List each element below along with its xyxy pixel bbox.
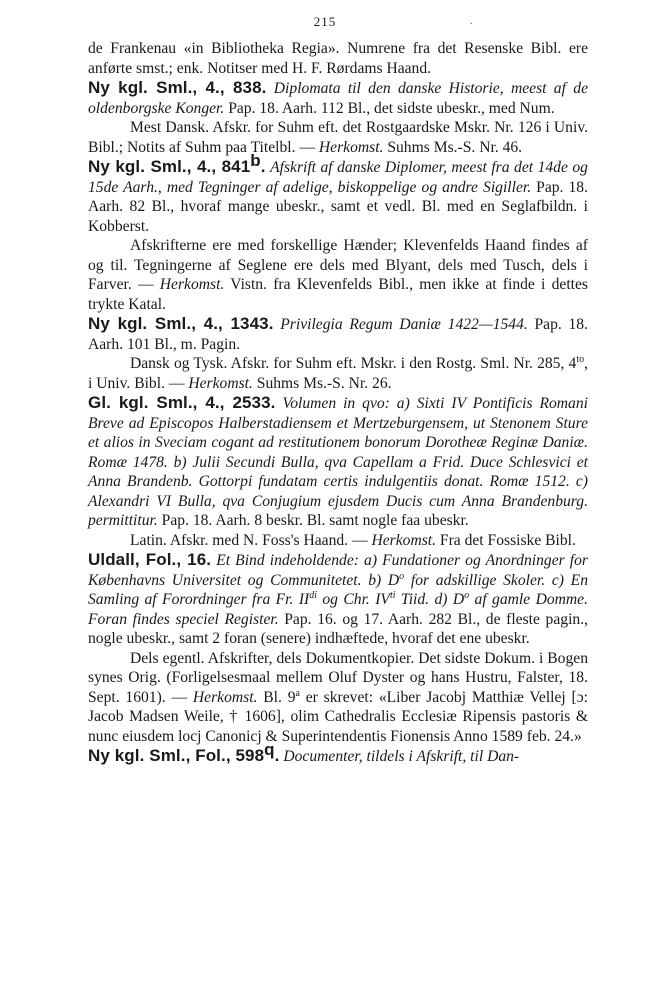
body-text: Fra det Fossiske Bibl. <box>436 531 576 549</box>
title-text: Et Bind indeholdende: a) Fundationer og Anordninger for Københavns Universitet og Communitetet. b) D <box>88 552 588 589</box>
shelfmark: Uldall, Fol., 16. <box>88 550 212 569</box>
body-text: Suhms Ms.-S. Nr. 26. <box>252 374 392 392</box>
body-text: de Frankenau «in Bibliotheka Regia». Numrene fra det Resenske Bibl. ere anførte smst.; enk. Notitser med H. F. Rørdams Haand. <box>88 40 588 77</box>
title-text: Afskrift af danske Diplomer, meest fra det 14de og 15de Aarh., med Tegninger af adelige, biskoppelige og andre Sigiller. <box>88 159 588 196</box>
entry-note <box>88 236 588 314</box>
shelfmark-suffix: q <box>264 739 275 759</box>
catalog-entry <box>88 314 588 354</box>
body-text: er skrevet: «Liber Jacobj Matthiæ Vellej [ɔ: Jacob Madsen Weile, † 1606], olim Cathedralis Ecclesiæ Ripensis pastoris & nunc eiusdem locj Canonicj & Superintendentis Fionensis Anno 1589 feb. 24.» <box>88 688 588 745</box>
title-text: Tiid. d) D <box>395 591 465 608</box>
margin-mark: . <box>470 16 473 27</box>
catalog-entry <box>88 150 589 236</box>
body-text: Dansk og Tysk. Afskr. for Suhm eft. Mskr. i den Rostg. Sml. Nr. 285, 4 <box>130 355 577 372</box>
continued-text <box>88 39 588 78</box>
entry-note <box>88 118 588 157</box>
body-text: Latin. Afskr. med N. Foss's Haand. — <box>130 531 372 549</box>
body-text: Dels egentl. Afskrifter, dels Dokumentkopier. Det sidste Dokum. i Bogen synes Orig. (Forligelsesmaal mellem Oluf Dyster og hans Hustru, Falster, 18. Sept. 1601). — <box>88 649 588 706</box>
title-text: Documenter, tildels i Afskrift, til Dan- <box>283 748 520 765</box>
shelfmark: . <box>274 746 280 765</box>
catalog-text <box>88 39 588 767</box>
title-text: Herkomst. <box>318 138 384 156</box>
shelfmark: Ny kgl. Sml., 4., 1343. <box>88 314 274 333</box>
title-text: Privilegia Regum Daniæ 1422—1544. <box>280 316 528 333</box>
page-number: 215 <box>313 14 337 29</box>
superscript: ti <box>389 589 396 601</box>
body-text: Bl. 9 <box>257 688 296 706</box>
superscript: o <box>399 570 405 582</box>
body-text: Pap. 18. Aarh. 101 Bl., m. Pagin. <box>88 316 589 353</box>
title-text: og Chr. IV <box>316 591 390 608</box>
superscript: o <box>464 589 470 601</box>
catalog-entry <box>88 550 588 649</box>
superscript: to <box>576 353 585 365</box>
shelfmark: Ny kgl. Sml., Fol., 598 <box>88 746 265 765</box>
body-text: Suhms Ms.-S. Nr. 46. <box>383 138 523 156</box>
shelfmark-suffix: b <box>250 150 261 170</box>
body-text: Afskrifterne ere med forskellige Hænder; Klevenfelds Haand findes af og til. Tegningerne af Seglene ere dels med Blyant, dels med Tusch, dels i Farver. — <box>88 237 588 293</box>
title-text: Volumen in qvo: a) Sixti IV Pontificis Romani Breve ad Episcopos Halberstadiensem et Mertzeburgensem, ut Stenonem Sture et alios in Sveciam cogant ad restitutionem bonorum Dorotheæ Reginæ Daniæ. Romæ 1478. b) Julii Secundi Bulla, qva Capellam a Frid. Duce Schlesvici et Anna Brandenb. Gottorpi fundatam certis indulgentiis donat. Romæ 1512. c) Alexandri VI Bulla, qva Conjugium ejusdem Ducis cum Anna Brandenburg. permittitur. <box>88 395 588 529</box>
body-text: Mest Dansk. Afskr. for Suhm eft. det Rostgaardske Mskr. Nr. 126 i Univ. Bibl.; Notits af Suhm paa Titelbl. — <box>88 119 588 156</box>
body-text: Pap. 16. og 17. Aarh. 282 Bl., de fleste pagin., nogle ubeskr., samt 2 foran (senere) indhæftede, hvoraf det ene ubeskr. <box>88 610 588 647</box>
title-text: Herkomst. <box>371 531 436 549</box>
title-text: Herkomst. <box>192 688 258 706</box>
body-text: Pap. 18. Aarh. 112 Bl., det sidste ubeskr., med Num. <box>224 99 555 117</box>
body-text: , i Univ. Bibl. — <box>88 355 588 392</box>
title-text: Herkomst. <box>188 374 253 392</box>
shelfmark: Ny kgl. Sml., 4., 838. <box>88 78 267 97</box>
body-text: Pap. 18. Aarh. 8 beskr. Bl. samt nogle faa ubeskr. <box>157 512 469 529</box>
catalog-entry <box>88 393 588 531</box>
body-text: Pap. 18. Aarh. 82 Bl., hvoraf mange ubeskr., samt et vedl. Bl. med en Seglafbildn. i Kobberst. <box>88 178 589 235</box>
body-text: Vistn. fra Klevenfelds Bibl., men ikke at finde i dettes trykte Katal. <box>88 276 588 313</box>
title-text: for adskillige Skoler. c) En Samling af Forordninger fra Fr. II <box>88 571 588 608</box>
shelfmark: Ny kgl. Sml., 4., 841 <box>88 157 251 176</box>
title-text: Herkomst. <box>159 276 225 293</box>
entry-note <box>88 531 588 551</box>
body-text <box>266 80 273 97</box>
superscript: di <box>309 589 317 601</box>
title-text: af gamle Domme. Foran findes speciel Register. <box>88 591 588 628</box>
catalog-entry <box>88 739 588 767</box>
title-text: Diplomata til den danske Historie, meest af de oldenborgske Konger. <box>88 80 588 117</box>
entry-note <box>88 354 588 393</box>
catalog-entry <box>88 78 588 118</box>
superscript: a <box>295 687 300 699</box>
entry-note <box>88 649 588 747</box>
shelfmark: . <box>260 157 266 176</box>
shelfmark: Gl. kgl. Sml., 4., 2533. <box>88 393 276 412</box>
